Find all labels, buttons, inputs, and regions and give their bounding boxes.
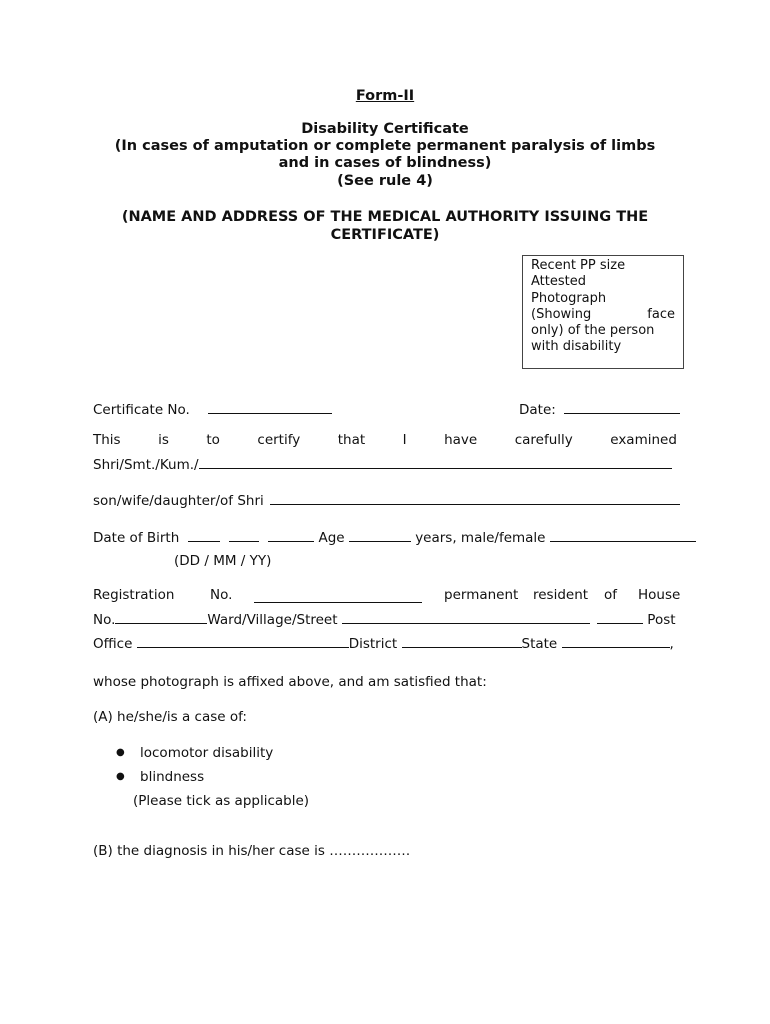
post-field[interactable] (597, 611, 643, 624)
photo-box-line: face (647, 306, 675, 322)
case-a-text: (A) he/she/is a case of: (93, 709, 247, 725)
certify-word: I (402, 432, 407, 448)
office-label: Office (93, 636, 133, 652)
certify-word: is (158, 432, 169, 448)
photo-box[interactable] (522, 255, 684, 369)
registration-no-field[interactable] (254, 590, 422, 603)
photo-box-line: (Showing (531, 306, 592, 322)
photo-box-line: Attested (531, 274, 586, 290)
permanent-label: permanent (444, 587, 519, 603)
blindness-item[interactable]: blindness (140, 769, 205, 785)
relation-name-field[interactable] (270, 492, 680, 505)
photo-box-line: Photograph (531, 290, 607, 306)
subtitle-line-2: and in cases of blindness) (278, 155, 492, 171)
dob-label: Date of Birth (93, 530, 180, 546)
photo-box-line: only) of the person (531, 323, 655, 339)
office-row (93, 635, 674, 652)
house-no-field[interactable] (115, 611, 207, 624)
subtitle-line-1: (In cases of amputation or complete permanent paralysis of limbs (114, 138, 656, 154)
address-row (93, 611, 590, 628)
relation-label: son/wife/daughter/of Shri (93, 493, 264, 509)
dob-day-field[interactable] (188, 529, 220, 542)
registration-label: Registration (93, 587, 175, 603)
bullet-icon: ● (116, 771, 125, 782)
bullet-icon: ● (116, 747, 125, 758)
authority-line-2: CERTIFICATE) (330, 227, 440, 243)
dob-year-field[interactable] (268, 529, 314, 542)
certificate-title: Disability Certificate (301, 121, 469, 137)
age-label: Age (318, 530, 345, 546)
form-title: Form-II (355, 88, 415, 104)
certify-word: have (444, 432, 478, 448)
post-office-field[interactable] (137, 635, 349, 648)
photo-affixed-text: whose photograph is affixed above, and am satisfied that: (93, 674, 487, 690)
dob-month-field[interactable] (229, 529, 259, 542)
relation-row (93, 492, 680, 509)
post-label: Post (647, 612, 676, 628)
resident-label: resident (533, 587, 589, 603)
certify-word: that (337, 432, 366, 448)
name-field[interactable] (199, 456, 672, 469)
certify-word: to (206, 432, 220, 448)
case-b-text: (B) the diagnosis in his/her case is ……………… (93, 843, 411, 859)
certificate-no-row (93, 401, 332, 418)
tick-note: (Please tick as applicable) (133, 793, 310, 809)
certify-word: This (93, 432, 121, 448)
house-label: House (638, 587, 681, 603)
photo-box-line: with disability (531, 339, 622, 355)
comma: , (669, 636, 674, 652)
certificate-no-field[interactable] (208, 401, 332, 414)
rule-reference: (See rule 4) (337, 173, 433, 189)
state-field[interactable] (562, 635, 670, 648)
state-label: State (521, 636, 558, 652)
shri-label: Shri/Smt./Kum./ (93, 457, 199, 473)
of-label: of (604, 587, 618, 603)
shri-row (93, 456, 672, 473)
locomotor-item[interactable]: locomotor disability (140, 745, 274, 761)
certificate-no-label: Certificate No. (93, 402, 190, 418)
date-row (519, 401, 680, 418)
district-label: District (348, 636, 398, 652)
age-field[interactable] (349, 529, 411, 542)
certify-word: carefully (514, 432, 573, 448)
certify-line (93, 432, 677, 448)
registration-no-label: No. (210, 587, 233, 603)
district-field[interactable] (402, 635, 522, 648)
date-field[interactable] (564, 401, 680, 414)
dob-format: (DD / MM / YY) (174, 553, 272, 569)
dob-row (93, 529, 696, 546)
date-label: Date: (519, 402, 556, 418)
years-gender-label: years, male/female (415, 530, 546, 546)
ward-field[interactable] (342, 611, 590, 624)
authority-line-1: (NAME AND ADDRESS OF THE MEDICAL AUTHORITY ISSUING THE (121, 209, 649, 225)
post-row (597, 611, 676, 628)
gender-field[interactable] (550, 529, 696, 542)
ward-label: Ward/Village/Street (207, 612, 338, 628)
photo-box-line: Recent PP size (531, 258, 626, 273)
certify-word: examined (610, 432, 677, 448)
certify-word: certify (257, 432, 301, 448)
no-label: No. (93, 612, 116, 628)
